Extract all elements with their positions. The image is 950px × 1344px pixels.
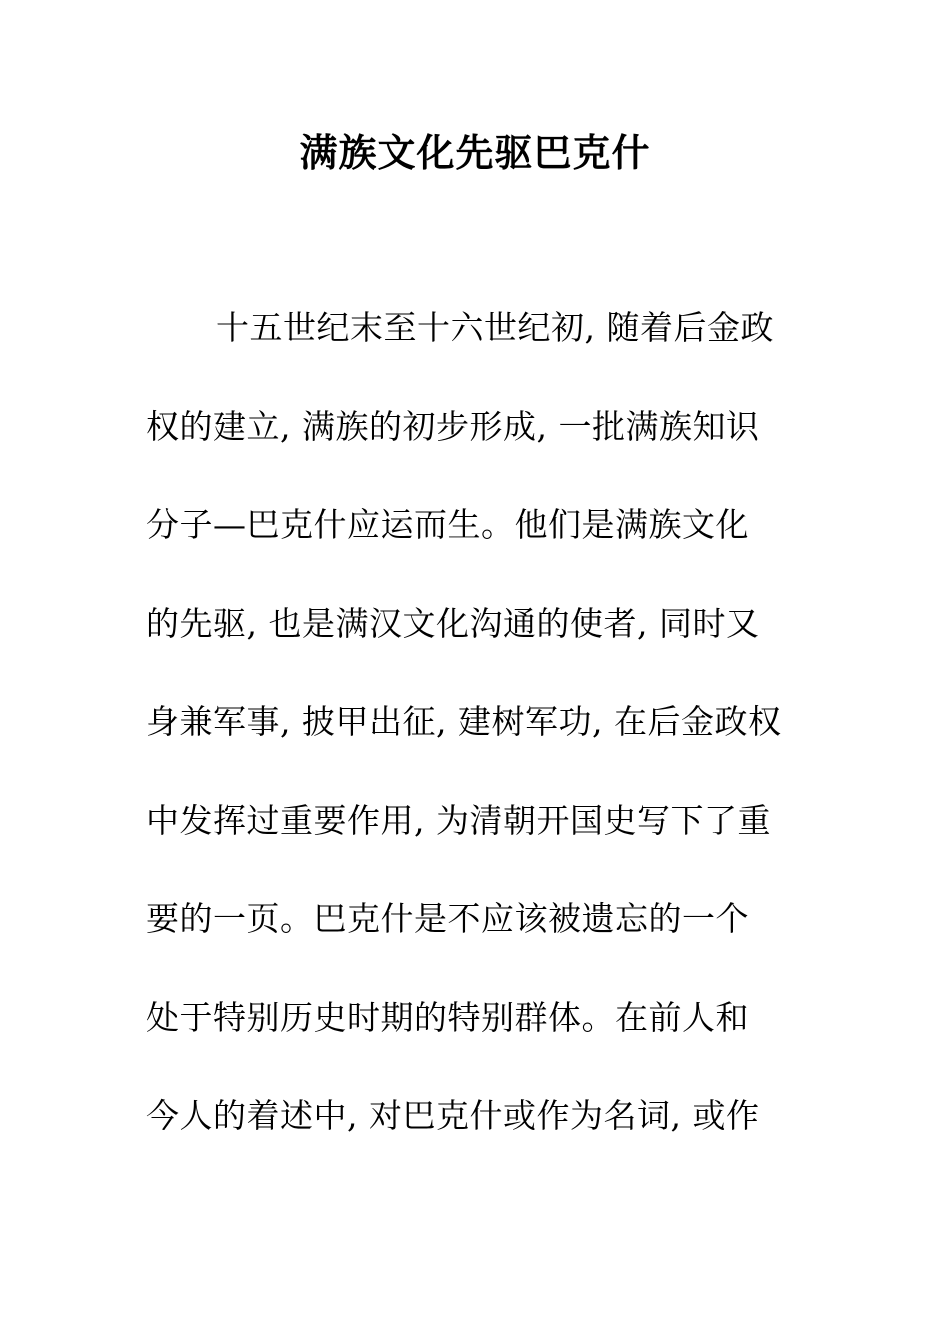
paragraph-line: 要的一页。巴克什是不应该被遗忘的一个: [146, 899, 749, 938]
paragraph-line: 今人的着述中, 对巴克什或作为名词, 或作: [146, 1096, 760, 1135]
paragraph-line: 处于特别历史时期的特别群体。在前人和: [146, 997, 749, 1037]
paragraph-line: 身兼军事, 披甲出征, 建树军功, 在后金政权: [146, 702, 782, 741]
document-title: 满族文化先驱巴克什: [299, 130, 651, 175]
paragraph-line: 分子—巴克什应运而生。他们是满族文化: [146, 505, 749, 544]
paragraph-line: 中发挥过重要作用, 为清朝开国史写下了重: [146, 800, 771, 840]
document-body: [146, 302, 806, 1189]
paragraph-line: 的先驱, 也是满汉文化沟通的使者, 同时又: [146, 603, 760, 643]
paragraph-line: 十五世纪末至十六世纪初, 随着后金政: [216, 308, 774, 347]
paragraph-line: 权的建立, 满族的初步形成, 一批满族知识: [146, 406, 760, 446]
